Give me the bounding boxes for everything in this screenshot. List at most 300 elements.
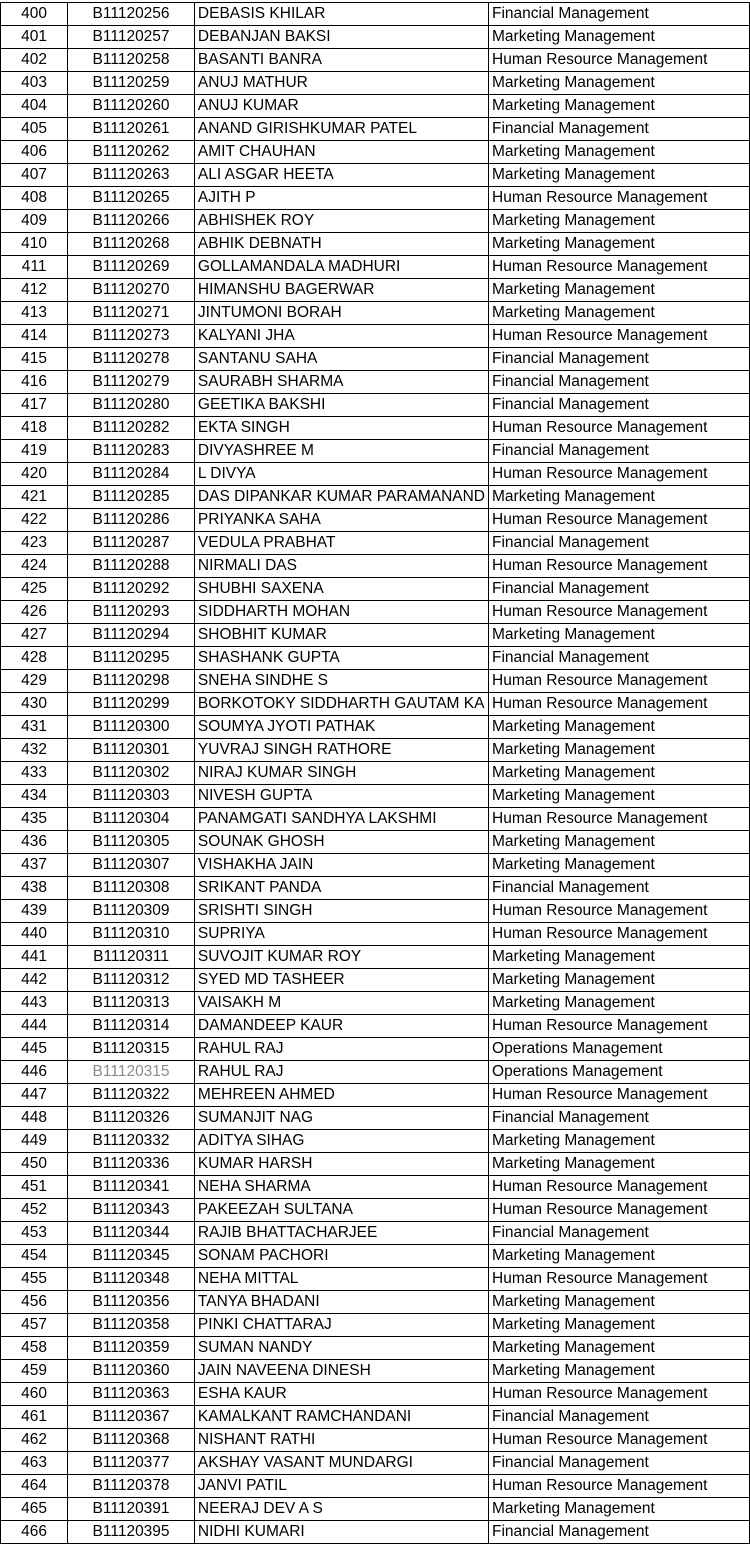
roll-number-cell: B11120315 (68, 1061, 195, 1084)
roll-number-cell: B11120271 (68, 302, 195, 325)
serial-number-cell: 462 (1, 1429, 68, 1452)
table-row (1, 1337, 750, 1360)
table-row (1, 578, 750, 601)
table-row (1, 716, 750, 739)
specialization-cell: Marketing Management (489, 26, 750, 49)
specialization-cell: Human Resource Management (489, 417, 750, 440)
specialization-cell: Marketing Management (489, 831, 750, 854)
table-row (1, 785, 750, 808)
student-name-cell: NEERAJ DEV A S (194, 1498, 488, 1521)
roll-number-cell: B11120269 (68, 256, 195, 279)
student-name-cell: SRISHTI SINGH (194, 900, 488, 923)
roll-number-cell: B11120273 (68, 325, 195, 348)
table-row (1, 1107, 750, 1130)
roll-number-cell: B11120295 (68, 647, 195, 670)
specialization-cell: Human Resource Management (489, 1176, 750, 1199)
table-body (1, 3, 750, 1544)
serial-number-cell: 400 (1, 3, 68, 26)
table-row (1, 141, 750, 164)
serial-number-cell: 455 (1, 1268, 68, 1291)
table-row (1, 486, 750, 509)
serial-number-cell: 413 (1, 302, 68, 325)
roll-number-cell: B11120280 (68, 394, 195, 417)
roll-number-cell: B11120308 (68, 877, 195, 900)
roll-number-cell: B11120313 (68, 992, 195, 1015)
specialization-cell: Marketing Management (489, 279, 750, 302)
specialization-cell: Human Resource Management (489, 1084, 750, 1107)
table-row (1, 1176, 750, 1199)
student-name-cell: DEBANJAN BAKSI (194, 26, 488, 49)
student-name-cell: BASANTI BANRA (194, 49, 488, 72)
specialization-cell: Financial Management (489, 647, 750, 670)
specialization-cell: Marketing Management (489, 1153, 750, 1176)
serial-number-cell: 412 (1, 279, 68, 302)
table-row (1, 1314, 750, 1337)
specialization-cell: Marketing Management (489, 486, 750, 509)
student-name-cell: ADITYA SIHAG (194, 1130, 488, 1153)
student-name-cell: ALI ASGAR HEETA (194, 164, 488, 187)
roll-number-cell: B11120266 (68, 210, 195, 233)
student-name-cell: RAHUL RAJ (194, 1038, 488, 1061)
table-row (1, 647, 750, 670)
table-row (1, 808, 750, 831)
specialization-cell: Marketing Management (489, 969, 750, 992)
table-row (1, 900, 750, 923)
specialization-cell: Financial Management (489, 532, 750, 555)
student-name-cell: SHUBHI SAXENA (194, 578, 488, 601)
student-name-cell: PRIYANKA SAHA (194, 509, 488, 532)
serial-number-cell: 431 (1, 716, 68, 739)
roll-number-cell: B11120359 (68, 1337, 195, 1360)
student-name-cell: SUMANJIT NAG (194, 1107, 488, 1130)
serial-number-cell: 435 (1, 808, 68, 831)
student-name-cell: DIVYASHREE M (194, 440, 488, 463)
serial-number-cell: 460 (1, 1383, 68, 1406)
student-name-cell: BORKOTOKY SIDDHARTH GAUTAM KA (194, 693, 488, 716)
roll-number-cell: B11120256 (68, 3, 195, 26)
roll-number-cell: B11120294 (68, 624, 195, 647)
student-name-cell: SNEHA SINDHE S (194, 670, 488, 693)
student-name-cell: JINTUMONI BORAH (194, 302, 488, 325)
roll-number-cell: B11120278 (68, 348, 195, 371)
student-name-cell: GOLLAMANDALA MADHURI (194, 256, 488, 279)
student-name-cell: DEBASIS KHILAR (194, 3, 488, 26)
table-row (1, 187, 750, 210)
specialization-cell: Marketing Management (489, 624, 750, 647)
specialization-cell: Human Resource Management (489, 1429, 750, 1452)
table-row (1, 371, 750, 394)
student-name-cell: ABHISHEK ROY (194, 210, 488, 233)
student-name-cell: DAMANDEEP KAUR (194, 1015, 488, 1038)
specialization-cell: Operations Management (489, 1061, 750, 1084)
specialization-cell: Human Resource Management (489, 1475, 750, 1498)
student-name-cell: SHASHANK GUPTA (194, 647, 488, 670)
serial-number-cell: 443 (1, 992, 68, 1015)
roll-number-cell: B11120261 (68, 118, 195, 141)
table-row (1, 348, 750, 371)
specialization-cell: Financial Management (489, 877, 750, 900)
table-row (1, 1360, 750, 1383)
roll-number-cell: B11120257 (68, 26, 195, 49)
table-row (1, 1245, 750, 1268)
specialization-cell: Marketing Management (489, 1360, 750, 1383)
table-row (1, 1475, 750, 1498)
table-row (1, 95, 750, 118)
table-row (1, 1015, 750, 1038)
serial-number-cell: 403 (1, 72, 68, 95)
student-name-cell: SUVOJIT KUMAR ROY (194, 946, 488, 969)
table-row (1, 762, 750, 785)
roll-number-cell: B11120311 (68, 946, 195, 969)
student-name-cell: ANUJ KUMAR (194, 95, 488, 118)
table-row (1, 279, 750, 302)
student-name-cell: GEETIKA BAKSHI (194, 394, 488, 417)
serial-number-cell: 439 (1, 900, 68, 923)
student-name-cell: EKTA SINGH (194, 417, 488, 440)
table-row (1, 118, 750, 141)
roll-number-cell: B11120314 (68, 1015, 195, 1038)
specialization-cell: Marketing Management (489, 141, 750, 164)
roll-number-cell: B11120293 (68, 601, 195, 624)
specialization-cell: Financial Management (489, 1452, 750, 1475)
specialization-cell: Financial Management (489, 371, 750, 394)
specialization-cell: Marketing Management (489, 854, 750, 877)
serial-number-cell: 464 (1, 1475, 68, 1498)
serial-number-cell: 451 (1, 1176, 68, 1199)
student-name-cell: VEDULA PRABHAT (194, 532, 488, 555)
roll-number-cell: B11120368 (68, 1429, 195, 1452)
serial-number-cell: 404 (1, 95, 68, 118)
table-row (1, 210, 750, 233)
roll-number-cell: B11120322 (68, 1084, 195, 1107)
roll-number-cell: B11120367 (68, 1406, 195, 1429)
specialization-cell: Marketing Management (489, 946, 750, 969)
serial-number-cell: 448 (1, 1107, 68, 1130)
table-row (1, 49, 750, 72)
specialization-cell: Human Resource Management (489, 693, 750, 716)
serial-number-cell: 456 (1, 1291, 68, 1314)
specialization-cell: Marketing Management (489, 1498, 750, 1521)
roll-number-cell: B11120285 (68, 486, 195, 509)
student-name-cell: SOUMYA JYOTI PATHAK (194, 716, 488, 739)
table-row (1, 1061, 750, 1084)
specialization-cell: Human Resource Management (489, 601, 750, 624)
student-name-cell: ABHIK DEBNATH (194, 233, 488, 256)
student-name-cell: NIRAJ KUMAR SINGH (194, 762, 488, 785)
serial-number-cell: 409 (1, 210, 68, 233)
roll-number-cell: B11120282 (68, 417, 195, 440)
roll-number-cell: B11120305 (68, 831, 195, 854)
roll-number-cell: B11120395 (68, 1521, 195, 1544)
specialization-cell: Marketing Management (489, 233, 750, 256)
table-row (1, 693, 750, 716)
roll-number-cell: B11120283 (68, 440, 195, 463)
roll-number-cell: B11120304 (68, 808, 195, 831)
serial-number-cell: 433 (1, 762, 68, 785)
student-name-cell: RAJIB BHATTACHARJEE (194, 1222, 488, 1245)
specialization-cell: Marketing Management (489, 785, 750, 808)
student-name-cell: SIDDHARTH MOHAN (194, 601, 488, 624)
specialization-cell: Marketing Management (489, 95, 750, 118)
serial-number-cell: 417 (1, 394, 68, 417)
serial-number-cell: 402 (1, 49, 68, 72)
roll-number-cell: B11120262 (68, 141, 195, 164)
table-row (1, 1452, 750, 1475)
serial-number-cell: 465 (1, 1498, 68, 1521)
student-name-cell: VISHAKHA JAIN (194, 854, 488, 877)
roll-number-cell: B11120299 (68, 693, 195, 716)
specialization-cell: Human Resource Management (489, 808, 750, 831)
roll-number-cell: B11120270 (68, 279, 195, 302)
serial-number-cell: 447 (1, 1084, 68, 1107)
roll-number-cell: B11120315 (68, 1038, 195, 1061)
serial-number-cell: 407 (1, 164, 68, 187)
serial-number-cell: 459 (1, 1360, 68, 1383)
serial-number-cell: 457 (1, 1314, 68, 1337)
specialization-cell: Human Resource Management (489, 256, 750, 279)
student-name-cell: RAHUL RAJ (194, 1061, 488, 1084)
specialization-cell: Human Resource Management (489, 900, 750, 923)
specialization-cell: Marketing Management (489, 302, 750, 325)
roll-number-cell: B11120309 (68, 900, 195, 923)
student-name-cell: KUMAR HARSH (194, 1153, 488, 1176)
roll-number-cell: B11120358 (68, 1314, 195, 1337)
table-row (1, 532, 750, 555)
student-name-cell: SAURABH SHARMA (194, 371, 488, 394)
table-row (1, 1268, 750, 1291)
table-row (1, 233, 750, 256)
student-name-cell: ANAND GIRISHKUMAR PATEL (194, 118, 488, 141)
serial-number-cell: 418 (1, 417, 68, 440)
serial-number-cell: 410 (1, 233, 68, 256)
student-name-cell: PINKI CHATTARAJ (194, 1314, 488, 1337)
serial-number-cell: 426 (1, 601, 68, 624)
serial-number-cell: 405 (1, 118, 68, 141)
serial-number-cell: 414 (1, 325, 68, 348)
table-row (1, 601, 750, 624)
serial-number-cell: 406 (1, 141, 68, 164)
student-name-cell: VAISAKH M (194, 992, 488, 1015)
serial-number-cell: 442 (1, 969, 68, 992)
student-name-cell: PANAMGATI SANDHYA LAKSHMI (194, 808, 488, 831)
roll-number-cell: B11120301 (68, 739, 195, 762)
specialization-cell: Financial Management (489, 1406, 750, 1429)
specialization-cell: Human Resource Management (489, 1268, 750, 1291)
serial-number-cell: 408 (1, 187, 68, 210)
student-name-cell: KALYANI JHA (194, 325, 488, 348)
roll-number-cell: B11120288 (68, 555, 195, 578)
student-name-cell: SANTANU SAHA (194, 348, 488, 371)
roll-number-cell: B11120356 (68, 1291, 195, 1314)
specialization-cell: Operations Management (489, 1038, 750, 1061)
student-name-cell: DAS DIPANKAR KUMAR PARAMANAND (194, 486, 488, 509)
roll-number-cell: B11120303 (68, 785, 195, 808)
specialization-cell: Marketing Management (489, 1130, 750, 1153)
table-row (1, 992, 750, 1015)
table-row (1, 946, 750, 969)
student-name-cell: NIVESH GUPTA (194, 785, 488, 808)
serial-number-cell: 416 (1, 371, 68, 394)
table-row (1, 394, 750, 417)
serial-number-cell: 423 (1, 532, 68, 555)
specialization-cell: Financial Management (489, 394, 750, 417)
student-name-cell: NIDHI KUMARI (194, 1521, 488, 1544)
table-row (1, 417, 750, 440)
student-name-cell: JANVI PATIL (194, 1475, 488, 1498)
roll-number-cell: B11120263 (68, 164, 195, 187)
serial-number-cell: 432 (1, 739, 68, 762)
serial-number-cell: 420 (1, 463, 68, 486)
roll-number-cell: B11120292 (68, 578, 195, 601)
specialization-cell: Financial Management (489, 3, 750, 26)
student-table (0, 2, 750, 1544)
table-row (1, 969, 750, 992)
serial-number-cell: 427 (1, 624, 68, 647)
serial-number-cell: 436 (1, 831, 68, 854)
roll-number-cell: B11120310 (68, 923, 195, 946)
student-name-cell: SHOBHIT KUMAR (194, 624, 488, 647)
table-row (1, 1406, 750, 1429)
table-row (1, 72, 750, 95)
serial-number-cell: 422 (1, 509, 68, 532)
table-row (1, 325, 750, 348)
student-name-cell: SONAM PACHORI (194, 1245, 488, 1268)
specialization-cell: Financial Management (489, 1521, 750, 1544)
student-name-cell: SYED MD TASHEER (194, 969, 488, 992)
student-name-cell: ESHA KAUR (194, 1383, 488, 1406)
student-name-cell: KAMALKANT RAMCHANDANI (194, 1406, 488, 1429)
roll-number-cell: B11120258 (68, 49, 195, 72)
table-row (1, 463, 750, 486)
roll-number-cell: B11120312 (68, 969, 195, 992)
student-name-cell: YUVRAJ SINGH RATHORE (194, 739, 488, 762)
roll-number-cell: B11120268 (68, 233, 195, 256)
roll-number-cell: B11120332 (68, 1130, 195, 1153)
specialization-cell: Human Resource Management (489, 670, 750, 693)
roll-number-cell: B11120345 (68, 1245, 195, 1268)
specialization-cell: Human Resource Management (489, 555, 750, 578)
specialization-cell: Human Resource Management (489, 49, 750, 72)
roll-number-cell: B11120286 (68, 509, 195, 532)
table-row (1, 509, 750, 532)
serial-number-cell: 454 (1, 1245, 68, 1268)
specialization-cell: Marketing Management (489, 210, 750, 233)
roll-number-cell: B11120284 (68, 463, 195, 486)
table-row (1, 1130, 750, 1153)
roll-number-cell: B11120391 (68, 1498, 195, 1521)
roll-number-cell: B11120302 (68, 762, 195, 785)
serial-number-cell: 450 (1, 1153, 68, 1176)
student-name-cell: NEHA MITTAL (194, 1268, 488, 1291)
table-row (1, 1383, 750, 1406)
specialization-cell: Financial Management (489, 578, 750, 601)
serial-number-cell: 429 (1, 670, 68, 693)
specialization-cell: Financial Management (489, 118, 750, 141)
table-row (1, 1199, 750, 1222)
roll-number-cell: B11120259 (68, 72, 195, 95)
table-row (1, 302, 750, 325)
table-row (1, 854, 750, 877)
serial-number-cell: 419 (1, 440, 68, 463)
roll-number-cell: B11120260 (68, 95, 195, 118)
student-name-cell: AMIT CHAUHAN (194, 141, 488, 164)
roll-number-cell: B11120307 (68, 854, 195, 877)
serial-number-cell: 446 (1, 1061, 68, 1084)
roll-number-cell: B11120363 (68, 1383, 195, 1406)
specialization-cell: Human Resource Management (489, 325, 750, 348)
student-name-cell: NEHA SHARMA (194, 1176, 488, 1199)
specialization-cell: Marketing Management (489, 762, 750, 785)
student-name-cell: ANUJ MATHUR (194, 72, 488, 95)
serial-number-cell: 430 (1, 693, 68, 716)
serial-number-cell: 434 (1, 785, 68, 808)
specialization-cell: Human Resource Management (489, 1199, 750, 1222)
table-row (1, 1429, 750, 1452)
serial-number-cell: 401 (1, 26, 68, 49)
roll-number-cell: B11120360 (68, 1360, 195, 1383)
student-name-cell: PAKEEZAH SULTANA (194, 1199, 488, 1222)
student-name-cell: SUMAN NANDY (194, 1337, 488, 1360)
specialization-cell: Financial Management (489, 1107, 750, 1130)
roll-number-cell: B11120343 (68, 1199, 195, 1222)
serial-number-cell: 440 (1, 923, 68, 946)
roll-number-cell: B11120348 (68, 1268, 195, 1291)
specialization-cell: Human Resource Management (489, 509, 750, 532)
serial-number-cell: 415 (1, 348, 68, 371)
table-row (1, 1038, 750, 1061)
student-name-cell: JAIN NAVEENA DINESH (194, 1360, 488, 1383)
serial-number-cell: 449 (1, 1130, 68, 1153)
table-row (1, 1521, 750, 1544)
student-name-cell: MEHREEN AHMED (194, 1084, 488, 1107)
serial-number-cell: 424 (1, 555, 68, 578)
student-name-cell: AJITH P (194, 187, 488, 210)
roll-number-cell: B11120279 (68, 371, 195, 394)
serial-number-cell: 428 (1, 647, 68, 670)
roll-number-cell: B11120298 (68, 670, 195, 693)
table-row (1, 1222, 750, 1245)
roll-number-cell: B11120287 (68, 532, 195, 555)
specialization-cell: Marketing Management (489, 992, 750, 1015)
student-name-cell: SRIKANT PANDA (194, 877, 488, 900)
serial-number-cell: 445 (1, 1038, 68, 1061)
table-row (1, 624, 750, 647)
roll-number-cell: B11120378 (68, 1475, 195, 1498)
table-row (1, 1291, 750, 1314)
specialization-cell: Marketing Management (489, 72, 750, 95)
student-name-cell: L DIVYA (194, 463, 488, 486)
specialization-cell: Marketing Management (489, 1291, 750, 1314)
table-row (1, 670, 750, 693)
serial-number-cell: 461 (1, 1406, 68, 1429)
roll-number-cell: B11120265 (68, 187, 195, 210)
serial-number-cell: 453 (1, 1222, 68, 1245)
serial-number-cell: 458 (1, 1337, 68, 1360)
roll-number-cell: B11120336 (68, 1153, 195, 1176)
table-row (1, 1498, 750, 1521)
specialization-cell: Marketing Management (489, 1245, 750, 1268)
student-name-cell: SUPRIYA (194, 923, 488, 946)
specialization-cell: Financial Management (489, 348, 750, 371)
student-name-cell: HIMANSHU BAGERWAR (194, 279, 488, 302)
table-row (1, 739, 750, 762)
serial-number-cell: 411 (1, 256, 68, 279)
student-name-cell: NIRMALI DAS (194, 555, 488, 578)
table-row (1, 877, 750, 900)
serial-number-cell: 425 (1, 578, 68, 601)
specialization-cell: Marketing Management (489, 1314, 750, 1337)
serial-number-cell: 463 (1, 1452, 68, 1475)
